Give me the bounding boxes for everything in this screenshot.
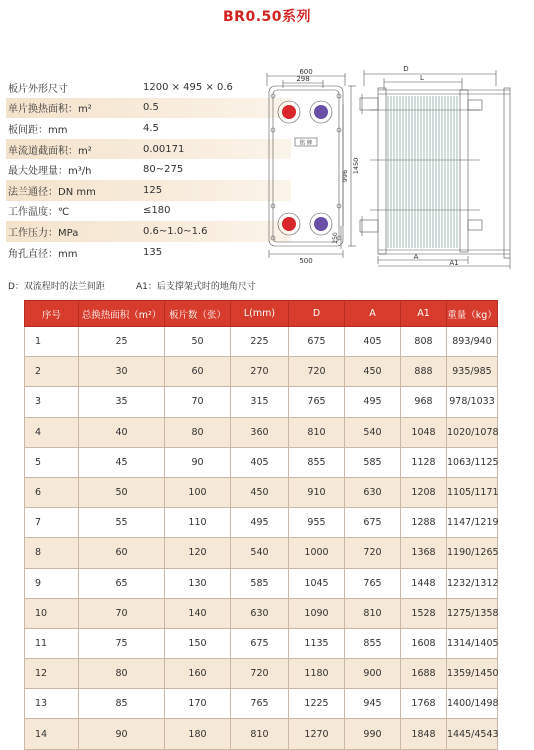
dim-250: 250: [332, 232, 339, 244]
table-cell: 1135: [289, 628, 345, 658]
spec-value: 0.6~1.0~1.6: [143, 225, 208, 237]
table-cell: 720: [231, 659, 289, 689]
table-cell: 140: [165, 598, 231, 628]
table-cell: 765: [231, 689, 289, 719]
table-cell: 270: [231, 357, 289, 387]
table-cell: 10: [25, 598, 79, 628]
table-row: [25, 508, 498, 538]
dim-A: A: [413, 253, 419, 261]
table-cell: 75: [79, 628, 165, 658]
table-cell: 50: [165, 327, 231, 357]
spec-value: 80~275: [143, 164, 184, 176]
table-cell: 945: [345, 689, 401, 719]
table-cell: 100: [165, 477, 231, 507]
table-cell: 1147/1219: [447, 508, 498, 538]
table-cell: 2: [25, 357, 79, 387]
table-cell: 80: [165, 417, 231, 447]
spec-value: ≤180: [143, 205, 171, 217]
spec-value: 0.00171: [143, 143, 185, 155]
table-cell: 585: [345, 447, 401, 477]
table-row: [25, 628, 498, 658]
table-cell: 5: [25, 447, 79, 477]
table-cell: 630: [231, 598, 289, 628]
table-cell: 8: [25, 538, 79, 568]
table-cell: 85: [79, 689, 165, 719]
table-row: [25, 719, 498, 749]
column-header: A1: [401, 301, 447, 327]
spec-label: 单流道截面积：m²: [8, 145, 92, 157]
table-cell: 808: [401, 327, 447, 357]
table-cell: 450: [345, 357, 401, 387]
spec-row: [6, 242, 291, 263]
table-cell: 315: [231, 387, 289, 417]
side-view-drawing: [356, 60, 516, 270]
table-cell: 7: [25, 508, 79, 538]
dim-D: D: [403, 65, 409, 73]
table-row: [25, 327, 498, 357]
table-cell: 1225: [289, 689, 345, 719]
table-cell: 110: [165, 508, 231, 538]
table-cell: 888: [401, 357, 447, 387]
table-cell: 540: [231, 538, 289, 568]
table-cell: 170: [165, 689, 231, 719]
spec-value: 4.5: [143, 122, 159, 134]
table-cell: 225: [231, 327, 289, 357]
column-header: 重量（kg）: [447, 301, 498, 327]
plate-pack: [388, 96, 457, 248]
spec-row: [6, 159, 291, 180]
table-cell: 1359/1450: [447, 659, 498, 689]
spec-row: [6, 180, 291, 201]
spec-label: 法兰通径：DN mm: [8, 186, 96, 198]
table-cell: 1688: [401, 659, 447, 689]
port-bottom-right: [310, 213, 332, 235]
table-cell: 1314/1405: [447, 628, 498, 658]
table-row: [25, 417, 498, 447]
table-cell: 630: [345, 477, 401, 507]
page-title: BR0.50系列: [223, 9, 311, 25]
table-cell: 900: [345, 659, 401, 689]
table-cell: 893/940: [447, 327, 498, 357]
note-a1: A1：后支撑架式时的地角尺寸: [136, 282, 256, 292]
table-row: [25, 598, 498, 628]
spec-label: 角孔直径：mm: [8, 248, 78, 260]
table-cell: 1445/4543: [447, 719, 498, 749]
table-cell: 1400/1498: [447, 689, 498, 719]
table-cell: 90: [165, 447, 231, 477]
column-header: 序号: [25, 301, 79, 327]
table-cell: 935/985: [447, 357, 498, 387]
table-cell: 1208: [401, 477, 447, 507]
spec-value: 135: [143, 246, 163, 258]
spec-table: [24, 300, 498, 750]
dim-500: 500: [299, 257, 313, 265]
dim-298: 298: [296, 75, 310, 83]
table-cell: 1045: [289, 568, 345, 598]
table-cell: 1608: [401, 628, 447, 658]
spec-label: 板片外形尺寸: [8, 83, 68, 95]
table-cell: 1232/1312: [447, 568, 498, 598]
table-cell: 25: [79, 327, 165, 357]
spec-label: 工作温度：℃: [8, 207, 70, 219]
spec-label: 最大处理量：m³/h: [8, 166, 92, 178]
dim-600: 600: [299, 68, 313, 76]
port-top-left: [278, 101, 300, 123]
table-cell: 60: [79, 538, 165, 568]
column-header: D: [289, 301, 345, 327]
table-cell: 60: [165, 357, 231, 387]
table-cell: 11: [25, 628, 79, 658]
table-cell: 55: [79, 508, 165, 538]
table-cell: 1105/1171: [447, 477, 498, 507]
dim-996: 996: [341, 169, 349, 183]
spec-row: [6, 98, 291, 119]
spec-row: [6, 221, 291, 242]
table-cell: 1048: [401, 417, 447, 447]
note-d: D：双流程时的法兰间距: [8, 282, 105, 292]
table-cell: 675: [345, 508, 401, 538]
table-cell: 1190/1265: [447, 538, 498, 568]
table-cell: 90: [79, 719, 165, 749]
table-cell: 1768: [401, 689, 447, 719]
spec-row: [6, 201, 291, 222]
table-cell: 3: [25, 387, 79, 417]
table-cell: 1275/1358: [447, 598, 498, 628]
table-cell: 130: [165, 568, 231, 598]
table-cell: 1270: [289, 719, 345, 749]
table-cell: 1020/1078: [447, 417, 498, 447]
port-top-right: [310, 101, 332, 123]
table-cell: 13: [25, 689, 79, 719]
dim-1450: 1450: [352, 157, 360, 175]
table-cell: 45: [79, 447, 165, 477]
table-cell: 80: [79, 659, 165, 689]
table-cell: 910: [289, 477, 345, 507]
table-cell: 1288: [401, 508, 447, 538]
table-cell: 765: [289, 387, 345, 417]
table-cell: 405: [231, 447, 289, 477]
table-cell: 1000: [289, 538, 345, 568]
table-cell: 1368: [401, 538, 447, 568]
spec-value: 1200 × 495 × 0.6: [143, 81, 233, 93]
port-bottom-left: [278, 213, 300, 235]
table-cell: 978/1033: [447, 387, 498, 417]
table-cell: 14: [25, 719, 79, 749]
table-cell: 810: [289, 417, 345, 447]
table-cell: 1063/1125: [447, 447, 498, 477]
table-cell: 40: [79, 417, 165, 447]
table-row: [25, 689, 498, 719]
table-cell: 1180: [289, 659, 345, 689]
table-cell: 540: [345, 417, 401, 447]
spec-value: 0.5: [143, 102, 159, 114]
table-cell: 12: [25, 659, 79, 689]
column-header: A: [345, 301, 401, 327]
spec-row: [6, 118, 291, 139]
table-cell: 990: [345, 719, 401, 749]
column-header: L(mm): [231, 301, 289, 327]
table-row: [25, 387, 498, 417]
table-cell: 405: [345, 327, 401, 357]
spec-label: 单片换热面积：m²: [8, 104, 92, 116]
table-cell: 30: [79, 357, 165, 387]
table-cell: 585: [231, 568, 289, 598]
spec-label: 工作压力：MPa: [8, 227, 79, 239]
table-cell: 70: [79, 598, 165, 628]
table-cell: 675: [289, 327, 345, 357]
spec-value: 125: [143, 184, 163, 196]
table-cell: 720: [289, 357, 345, 387]
table-cell: 35: [79, 387, 165, 417]
table-row: [25, 477, 498, 507]
table-cell: 1848: [401, 719, 447, 749]
spec-list: [6, 77, 291, 262]
table-cell: 150: [165, 628, 231, 658]
table-cell: 180: [165, 719, 231, 749]
table-row: [25, 357, 498, 387]
table-cell: 9: [25, 568, 79, 598]
table-row: [25, 659, 498, 689]
table-cell: 6: [25, 477, 79, 507]
spec-row: [6, 139, 291, 160]
table-cell: 50: [79, 477, 165, 507]
table-cell: 4: [25, 417, 79, 447]
spec-row: [6, 77, 291, 98]
table-cell: 955: [289, 508, 345, 538]
column-header: 总换热面积（m²）: [79, 301, 165, 327]
table-cell: 765: [345, 568, 401, 598]
table-cell: 450: [231, 477, 289, 507]
table-cell: 495: [345, 387, 401, 417]
table-header-row: [25, 301, 498, 327]
column-header: 板片数（张）: [165, 301, 231, 327]
table-cell: 495: [231, 508, 289, 538]
table-cell: 360: [231, 417, 289, 447]
table-cell: 720: [345, 538, 401, 568]
table-cell: 120: [165, 538, 231, 568]
table-cell: 810: [345, 598, 401, 628]
table-row: [25, 568, 498, 598]
dim-L: L: [420, 74, 424, 82]
table-cell: 855: [345, 628, 401, 658]
table-cell: 70: [165, 387, 231, 417]
table-cell: 160: [165, 659, 231, 689]
table-cell: 1528: [401, 598, 447, 628]
table-cell: 1090: [289, 598, 345, 628]
spec-label: 板间距：mm: [8, 124, 68, 136]
dim-A1: A1: [449, 259, 459, 267]
table-cell: 1448: [401, 568, 447, 598]
table-cell: 675: [231, 628, 289, 658]
table-cell: 65: [79, 568, 165, 598]
front-view-drawing: [261, 66, 361, 266]
table-cell: 1128: [401, 447, 447, 477]
table-cell: 855: [289, 447, 345, 477]
table-cell: 1: [25, 327, 79, 357]
table-row: [25, 447, 498, 477]
nameplate-label: 铭 牌: [299, 140, 313, 147]
table-cell: 810: [231, 719, 289, 749]
table-row: [25, 538, 498, 568]
table-cell: 968: [401, 387, 447, 417]
